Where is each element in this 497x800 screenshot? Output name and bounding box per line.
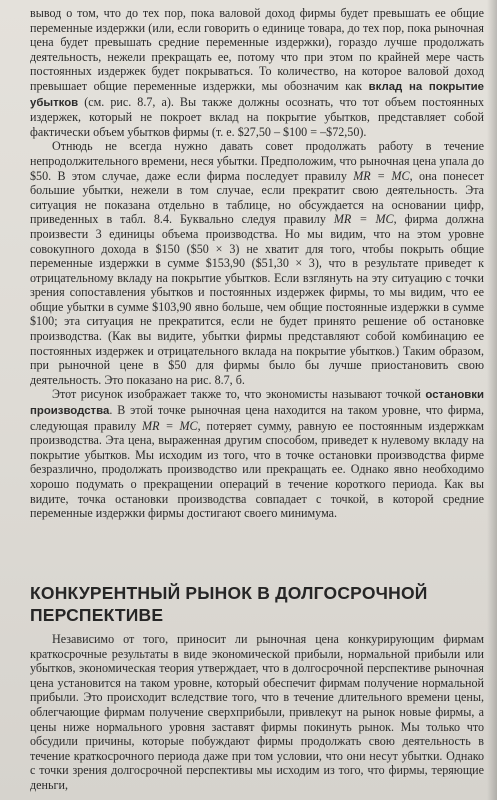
body-text-bottom [30, 632, 484, 793]
paragraph-4: Независимо от того, приносит ли рыночная цена конкурирующим фирмам краткосрочные результаты в виде экономической прибыли, нормальной прибыли или убытков, экономическая теория утверждает, что в долгосрочной перспективе рыночная цена установится на таком уровне, который обеспечит фирмам получение нормальной прибыли. Это происходит вследствие того, что в течение длительного времени цены, облегчающие фирмам получение сверхприбыли, привлекут на рынок новые фирмы, а цены ниже нормального уровня заставят фирмы покинуть рынок. Мы только что обсудили причины, которые побуждают фирмы продолжать свою деятельность в течение краткосрочного периода даже при том условии, что они несут убытки. Однако с точки зрения долгосрочной перспективы мы исходим из того, что фирмы, теряющие деньги, [30, 632, 484, 792]
paragraph-1 [30, 6, 484, 139]
paragraph-2 [30, 139, 484, 387]
paragraph-1-text-b: (см. рис. 8.7, а). Вы также должны осознать, что тот объем постоянных издержек, который не покроет вклад на покрытие убытков, представляет собой фактически объем убытков фирмы (т. е. $27,50 – $100 = –$72,50). [30, 94, 484, 139]
paragraph-2-text-a: Отнюдь не всегда нужно давать совет продолжать работу в течение непродолжительного времени, неся убытки. Предположим, что рыночная цена упала до $50. В этом случае, даже если фирма последует правилу [30, 139, 484, 183]
formula-mr-mc: MR = MC [333, 212, 394, 227]
term-shutdown-point: остановки производства [30, 389, 484, 418]
formula-mr-mc: MR = MC [142, 418, 198, 433]
paragraph-2-text-c: , фирма должна произвести 3 единицы объема производства. Но мы видим, что на этом уровне совокупного дохода в $150 ($50 × 3) не хватит для того, чтобы покрыть общие переменные издержки в сумме $153,90 ($51,30 × 3), что в результате приведет к отрицательному вкладу на покрытие убытков. Если взглянуть на эту ситуацию с точки зрения сопоставления убытков и постоянных издержек фирмы, то мы видим, что ее общие убытки в сумме $103,90 явно больше, чем общие постоянные издержки в сумме $100; эта ситуация не прекратится, если не будет принято решение об остановке производства. (Как вы видите, убытки фирмы представляют собой комбинацию ее постоянных издержек и отрицательного вклада на покрытие убытков.) Таким образом, при рыночной цене в $50 для фирмы было бы лучше приостановить свою деятельность. Это показано на рис. 8.7, б. [30, 212, 484, 387]
paragraph-3-text-b: . В этой точке рыночная цена находится на таком уровне, что фирма, следующая правилу [30, 403, 484, 433]
paragraph-3-text-a: Этот рисунок изображает также то, что экономисты называют точкой [52, 387, 426, 402]
section-heading: КОНКУРЕНТНЫЙ РЫНОК В ДОЛГОСРОЧНОЙ ПЕРСПЕКТИВЕ [30, 583, 428, 625]
page-spine-shadow [487, 0, 497, 800]
term-loss-contribution: вклад на покрытие убытков [30, 80, 484, 109]
body-text-top [30, 6, 484, 521]
formula-mr-mc: MR = MC [353, 168, 410, 183]
paragraph-2-text-b: , она понесет большие убытки, нежели в том случае, если прекратит свою деятельность. Эта ситуация не показана отдельно в таблице, но обсуждается на основании цифр, приведенных в табл. 8.4. Буквально следуя правилу [30, 168, 484, 227]
paragraph-3-text-c: , потеряет сумму, равную ее постоянным издержкам производства. Эта цена, выраженная другим способом, приведет к нулевому вкладу на покрытие убытков. Мы исходим из того, что в точке остановки производства фирме безразлично, продолжать производство или прекращать ее. Однако явно необходимо хорошо подумать о прекращении операций в течение короткого периода. Как вы видите, точка остановки производства совпадает с точкой, в которой средние переменные издержки фирмы достигают своего минимума. [30, 418, 485, 521]
paragraph-3 [30, 387, 484, 520]
paragraph-1-text-a: вывод о том, что до тех пор, пока валовой доход фирмы будет превышать ее общие переменные издержки (или, если говорить о единице товара, до тех пор, пока рыночная цена будет превышать средние переменные издержки), гораздо лучше продолжать деятельность, нежели прекращать ее, потому что при этом по крайней мере часть постоянных издержек будет покрываться. То количество, на которое валовой доход превышает общие переменные издержки, мы обозначим как [30, 6, 484, 93]
